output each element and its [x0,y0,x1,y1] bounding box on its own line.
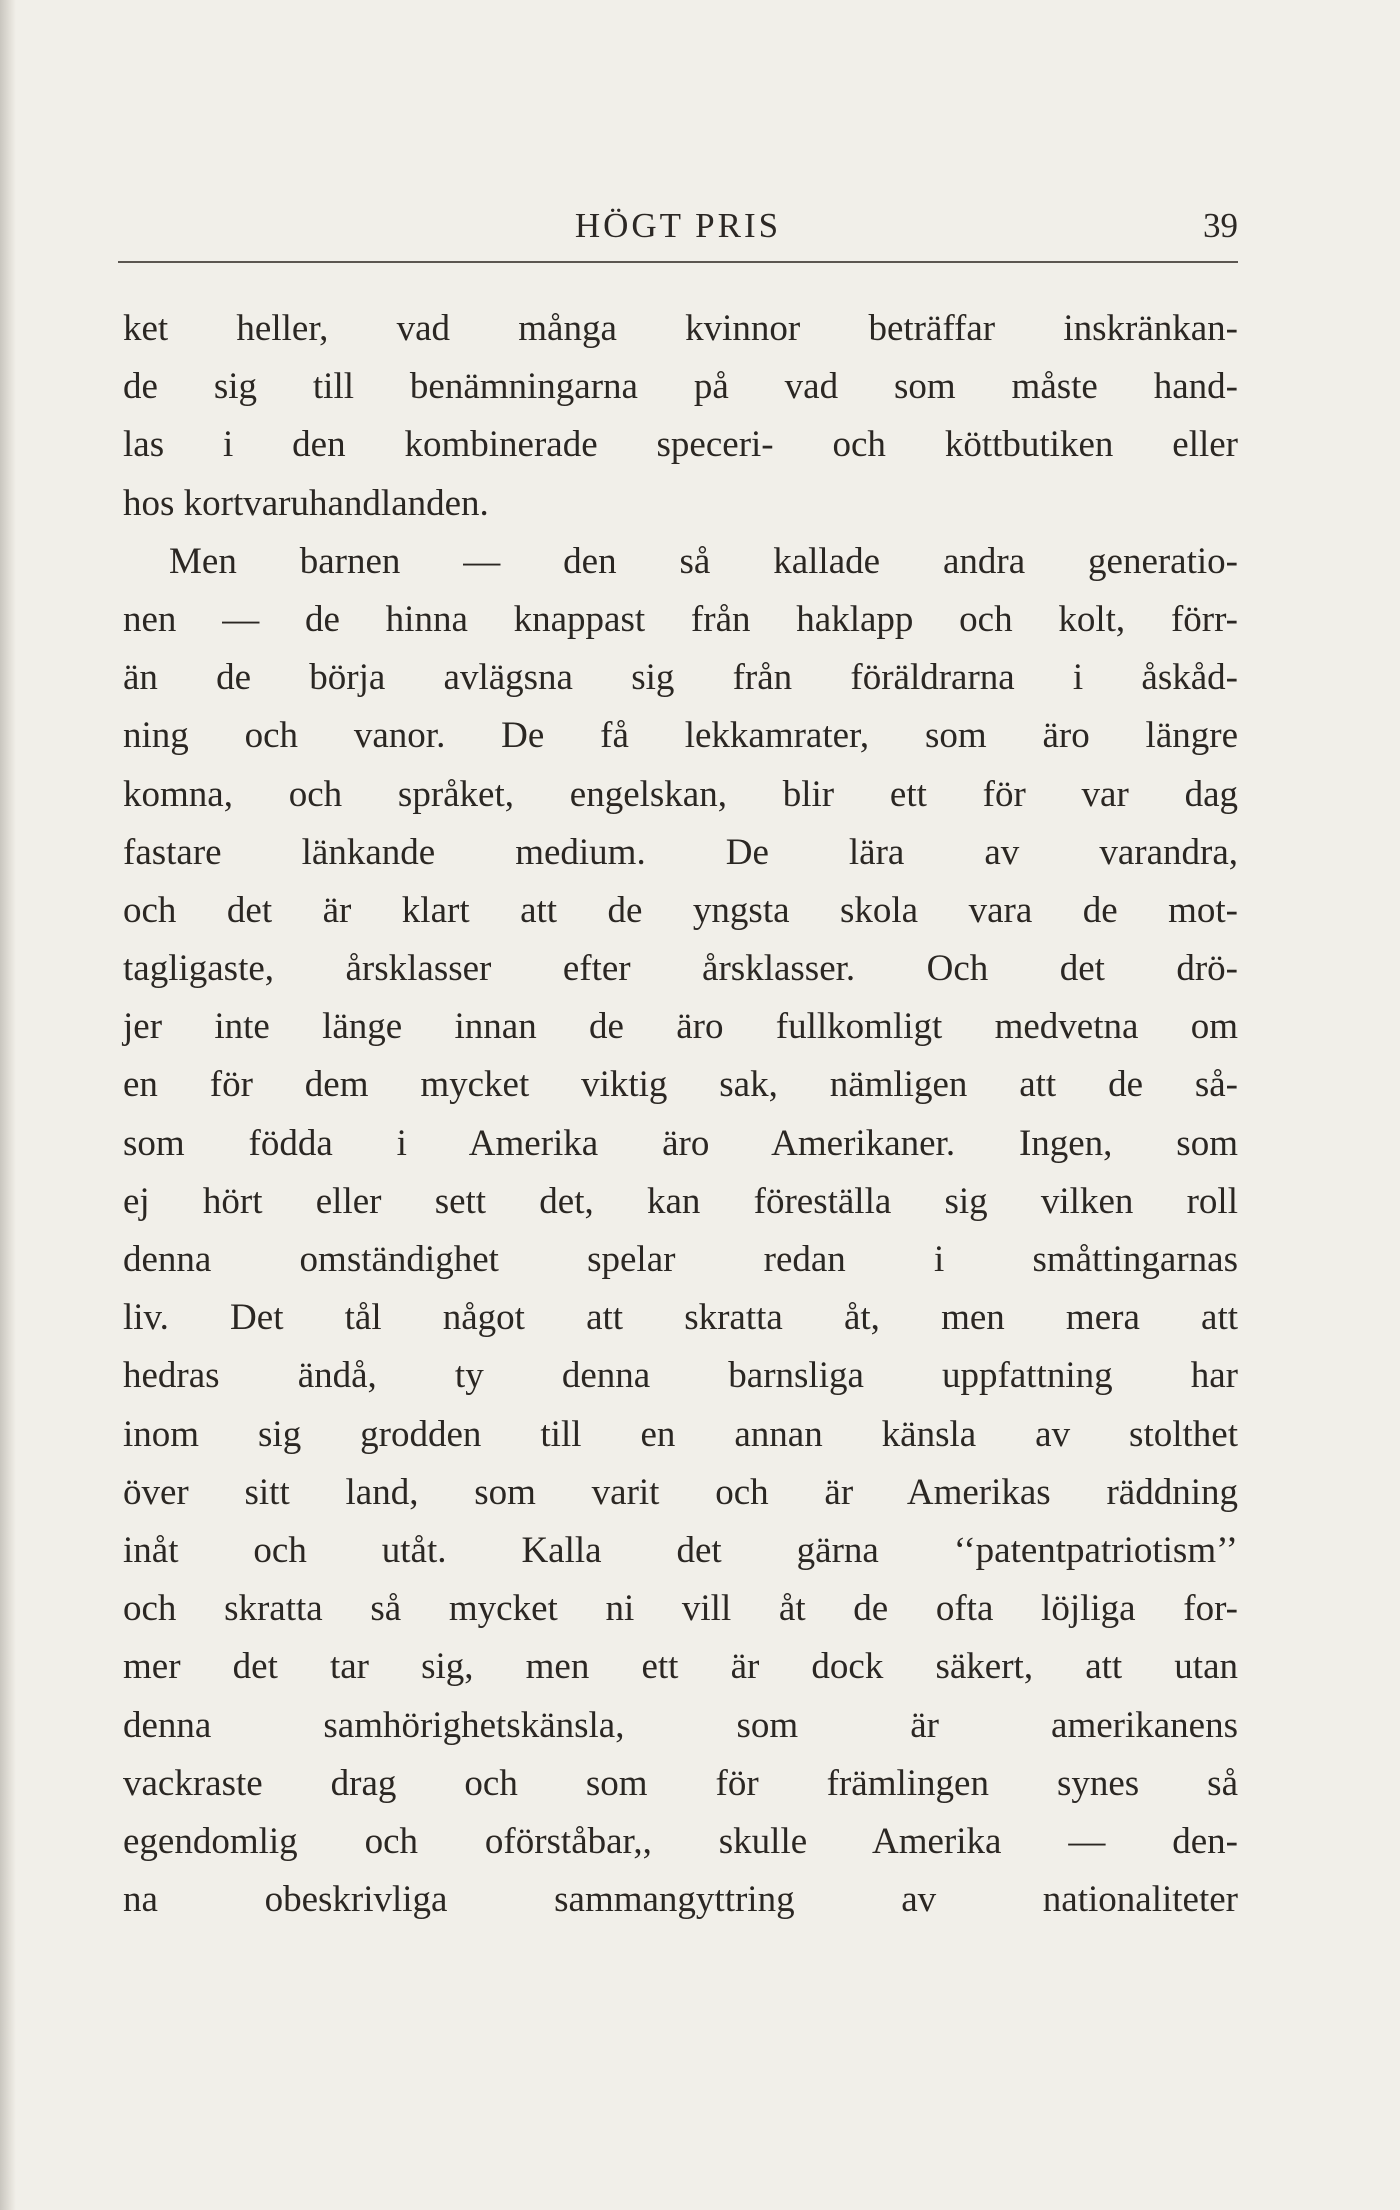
text-line: liv. Det tål något att skratta åt, men mera att [123,1297,1238,1339]
text-line: inåt och utåt. Kalla det gärna ‘‘patentpatriotism’’ [123,1529,1238,1571]
text-line: en för dem mycket viktig sak, nämligen att de så- [123,1064,1238,1106]
text-line: tagligaste, årsklasser efter årsklasser. Och det drö- [123,948,1238,990]
text-line: och skratta så mycket ni vill åt de ofta löjliga for- [123,1588,1238,1630]
text-line: fastare länkande medium. De lära av varandra, [123,831,1238,873]
text-line: över sitt land, som varit och är Amerikas räddning [123,1471,1238,1513]
text-line: na obeskrivliga sammangyttring av nationaliteter [123,1879,1238,1921]
text-line: ej hört eller sett det, kan föreställa sig vilken roll [123,1180,1238,1222]
text-line: och det är klart att de yngsta skola vara de mot- [123,889,1238,931]
text-line: inom sig grodden till en annan känsla av stolthet [123,1413,1238,1455]
text-line: hedras ändå, ty denna barnsliga uppfattning har [123,1355,1238,1397]
text-line: egendomlig och oförståbar,, skulle Amerika — den- [123,1820,1238,1862]
text-line: än de börja avlägsna sig från föräldrarna i åskåd- [123,657,1238,699]
text-line: de sig till benämningarna på vad som måste hand- [123,366,1238,408]
text-line: vackraste drag och som för främlingen synes så [123,1762,1238,1804]
text-line: Men barnen — den så kallade andra generatio- [169,540,1238,582]
text-line: denna omständighet spelar redan i småttingarnas [123,1239,1238,1280]
header-rule [118,261,1238,263]
body-text [123,300,1238,1929]
page-binding-edge [0,0,16,2210]
running-head-title: HÖGT PRIS [574,206,782,245]
text-line: ket heller, vad många kvinnor beträffar inskränkan- [123,308,1238,349]
text-line: mer det tar sig, men ett är dock säkert, att utan [123,1646,1238,1688]
text-line: som födda i Amerika äro Amerikaner. Ingen, som [123,1122,1238,1164]
text-line: ning och vanor. De få lekkamrater, som äro längre [123,715,1238,757]
text-line: hos kortvaruhandlanden. [123,482,489,524]
text-line: denna samhörighetskänsla, som är amerikanens [123,1704,1238,1746]
text-line: jer inte länge innan de äro fullkomligt medvetna om [123,1006,1238,1048]
running-head [118,200,1238,252]
text-line: nen — de hinna knappast från haklapp och kolt, förr- [123,598,1238,640]
text-line: komna, och språket, engelskan, blir ett för var dag [123,773,1238,815]
text-line: las i den kombinerade speceri- och köttbutiken eller [123,424,1238,466]
page-number: 39 [1203,206,1238,245]
